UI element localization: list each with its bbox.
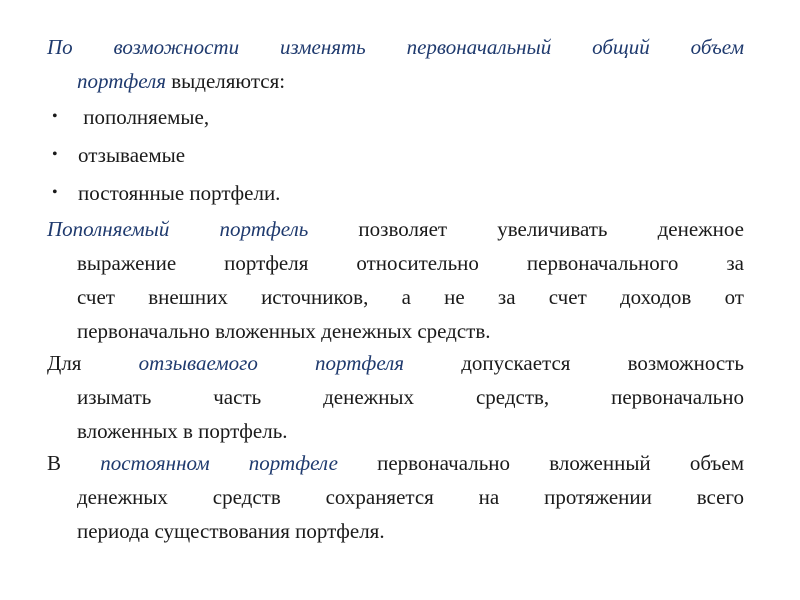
term-constant: постоянном портфеле (100, 451, 338, 475)
bullet-icon: • (52, 108, 58, 125)
paragraph-text: В (47, 451, 101, 475)
paragraph-line: изымать часть денежных средств, первоначально (77, 385, 744, 409)
paragraph-text: первоначально вложенный объем (337, 451, 744, 475)
term-replenishable: Пополняемый портфель (47, 217, 309, 241)
bullet-list (52, 98, 280, 212)
list-item-text: пополняемые, (78, 105, 210, 129)
bullet-icon: • (52, 184, 58, 201)
paragraph-line (47, 346, 744, 380)
intro-paragraph (47, 30, 744, 98)
paragraph-line: периода существования портфеля. (77, 519, 385, 543)
paragraph-line: вложенных в портфель. (77, 419, 288, 443)
intro-term: портфеля (77, 69, 167, 93)
paragraph-line: счет внешних источников, а не за счет доходов от (77, 285, 744, 309)
term-withdrawable: отзываемого портфеля (138, 351, 405, 375)
list-item (52, 136, 280, 174)
paragraph-replenishable (47, 212, 744, 348)
paragraph-text: позволяет увеличивать денежное (308, 217, 745, 241)
paragraph-text: Для (47, 351, 139, 375)
paragraph-line: первоначально вложенных денежных средств. (77, 319, 491, 343)
list-item (52, 174, 280, 212)
paragraph-line: денежных средств сохраняется на протяжении всего (77, 485, 744, 509)
intro-line-1: По возможности изменять первоначальный общий объем (47, 35, 744, 59)
paragraph-constant (47, 446, 744, 548)
paragraph-line: выражение портфеля относительно первоначального за (77, 251, 744, 275)
paragraph-line (47, 212, 744, 246)
paragraph-withdrawable (47, 346, 744, 448)
paragraph-line (47, 446, 744, 480)
paragraph-text: допускается возможность (404, 351, 744, 375)
intro-line-2 (47, 64, 744, 98)
bullet-icon: • (52, 146, 58, 163)
list-item (52, 98, 280, 136)
list-item-text: постоянные портфели. (78, 181, 281, 205)
list-item-text: отзываемые (78, 143, 186, 167)
intro-line-2-rest: выделяются: (166, 69, 286, 93)
